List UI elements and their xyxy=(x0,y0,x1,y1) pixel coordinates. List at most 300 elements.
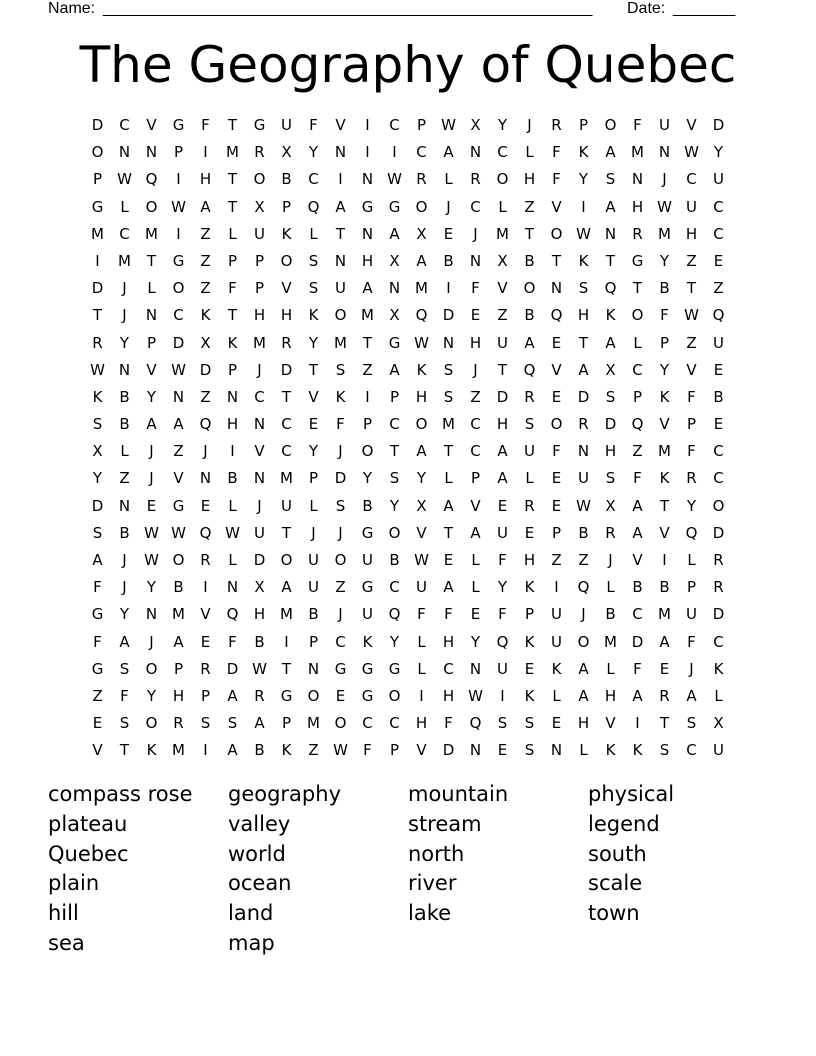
grid-cell[interactable]: L xyxy=(228,496,237,515)
grid-cell[interactable]: G xyxy=(91,605,104,624)
grid-cell[interactable]: S xyxy=(92,523,103,542)
grid-cell[interactable]: P xyxy=(524,605,535,624)
grid-cell[interactable]: H xyxy=(604,686,617,705)
grid-cell[interactable]: M xyxy=(280,469,293,488)
grid-cell[interactable]: L xyxy=(417,632,426,651)
grid-cell[interactable]: H xyxy=(172,686,185,705)
grid-cell[interactable]: A xyxy=(632,496,643,515)
grid-cell[interactable]: O xyxy=(388,523,401,542)
grid-cell[interactable]: A xyxy=(443,143,454,162)
grid-cell[interactable]: O xyxy=(91,143,104,162)
grid-cell[interactable]: P xyxy=(578,116,589,134)
grid-cell[interactable]: K xyxy=(713,659,724,678)
grid-cell[interactable]: B xyxy=(119,523,130,542)
grid-cell[interactable]: I xyxy=(203,143,208,162)
grid-cell[interactable]: P xyxy=(146,333,157,352)
grid-cell[interactable]: Q xyxy=(577,578,590,597)
grid-cell[interactable]: L xyxy=(579,741,588,760)
grid-cell[interactable]: V xyxy=(659,523,670,542)
grid-cell[interactable]: U xyxy=(362,551,373,569)
grid-cell[interactable]: N xyxy=(334,143,347,162)
grid-cell[interactable]: O xyxy=(172,551,185,569)
grid-cell[interactable]: L xyxy=(633,333,642,352)
grid-cell[interactable]: F xyxy=(417,605,426,624)
grid-cell[interactable]: X xyxy=(605,496,616,515)
grid-cell[interactable]: W xyxy=(468,686,483,705)
grid-cell[interactable]: T xyxy=(605,251,616,270)
grid-cell[interactable]: N xyxy=(199,469,212,488)
grid-cell[interactable]: C xyxy=(713,224,724,243)
grid-cell[interactable]: E xyxy=(713,360,724,379)
grid-cell[interactable]: S xyxy=(389,469,400,488)
grid-cell[interactable]: A xyxy=(92,551,103,569)
grid-cell[interactable]: Y xyxy=(416,469,427,488)
grid-cell[interactable]: L xyxy=(309,496,318,515)
grid-cell[interactable]: E xyxy=(659,659,670,678)
grid-cell[interactable]: R xyxy=(632,224,643,243)
grid-cell[interactable]: Z xyxy=(335,578,346,597)
grid-cell[interactable]: F xyxy=(552,143,561,162)
grid-cell[interactable]: F xyxy=(687,632,696,651)
grid-cell[interactable]: Q xyxy=(550,306,563,325)
grid-cell[interactable]: X xyxy=(281,143,292,162)
grid-cell[interactable]: T xyxy=(281,523,292,542)
grid-cell[interactable]: D xyxy=(712,116,725,134)
grid-cell[interactable]: T xyxy=(551,251,562,270)
grid-cell[interactable]: V xyxy=(497,279,508,298)
grid-cell[interactable]: P xyxy=(551,523,562,542)
grid-cell[interactable]: P xyxy=(281,714,292,733)
grid-cell[interactable]: L xyxy=(687,551,696,569)
grid-cell[interactable]: A xyxy=(119,632,130,651)
grid-cell[interactable]: S xyxy=(578,279,589,298)
grid-cell[interactable]: F xyxy=(687,442,696,461)
grid-cell[interactable]: X xyxy=(200,333,211,352)
grid-cell[interactable]: E xyxy=(92,714,103,733)
grid-cell[interactable]: Y xyxy=(659,251,670,270)
grid-cell[interactable]: B xyxy=(389,551,400,569)
grid-cell[interactable]: N xyxy=(172,387,185,406)
grid-cell[interactable]: N xyxy=(145,605,158,624)
grid-cell[interactable]: E xyxy=(470,605,481,624)
grid-cell[interactable]: A xyxy=(173,415,184,434)
grid-cell[interactable]: G xyxy=(361,659,374,678)
grid-cell[interactable]: T xyxy=(308,360,319,379)
grid-cell[interactable]: T xyxy=(227,116,238,134)
grid-cell[interactable]: J xyxy=(122,279,127,298)
grid-cell[interactable]: M xyxy=(334,333,347,352)
grid-cell[interactable]: H xyxy=(442,632,455,651)
grid-cell[interactable]: F xyxy=(633,116,642,134)
grid-cell[interactable]: I xyxy=(635,714,640,733)
grid-cell[interactable]: V xyxy=(551,197,562,216)
grid-cell[interactable]: A xyxy=(578,360,589,379)
grid-cell[interactable]: N xyxy=(388,279,401,298)
grid-cell[interactable]: S xyxy=(119,659,130,678)
grid-cell[interactable]: Y xyxy=(686,496,697,515)
grid-cell[interactable]: E xyxy=(551,333,562,352)
grid-cell[interactable]: R xyxy=(470,170,481,189)
grid-cell[interactable]: P xyxy=(254,251,265,270)
grid-cell[interactable]: L xyxy=(309,224,318,243)
grid-cell[interactable]: I xyxy=(176,170,181,189)
grid-cell[interactable]: J xyxy=(338,442,343,461)
grid-cell[interactable]: W xyxy=(333,741,348,760)
grid-cell[interactable]: W xyxy=(684,306,699,325)
grid-cell[interactable]: Q xyxy=(307,197,320,216)
grid-cell[interactable]: P xyxy=(632,387,643,406)
grid-cell[interactable]: E xyxy=(497,741,508,760)
grid-cell[interactable]: C xyxy=(389,415,400,434)
grid-cell[interactable]: V xyxy=(659,415,670,434)
grid-cell[interactable]: T xyxy=(659,714,670,733)
grid-cell[interactable]: P xyxy=(308,632,319,651)
grid-cell[interactable]: Z xyxy=(200,251,211,270)
grid-cell[interactable]: K xyxy=(335,387,346,406)
grid-cell[interactable]: N xyxy=(550,279,563,298)
grid-cell[interactable]: M xyxy=(361,306,374,325)
grid-cell[interactable]: B xyxy=(713,387,724,406)
grid-cell[interactable]: V xyxy=(470,496,481,515)
grid-cell[interactable]: E xyxy=(551,469,562,488)
grid-cell[interactable]: B xyxy=(659,279,670,298)
grid-cell[interactable]: P xyxy=(254,279,265,298)
grid-cell[interactable]: D xyxy=(280,360,293,379)
grid-cell[interactable]: C xyxy=(389,578,400,597)
grid-cell[interactable]: E xyxy=(713,251,724,270)
grid-cell[interactable]: C xyxy=(335,632,346,651)
grid-cell[interactable]: H xyxy=(523,551,536,569)
grid-cell[interactable]: S xyxy=(335,360,346,379)
grid-cell[interactable]: F xyxy=(633,659,642,678)
grid-cell[interactable]: Q xyxy=(523,360,536,379)
grid-cell[interactable]: Y xyxy=(119,333,130,352)
grid-cell[interactable]: D xyxy=(91,496,104,515)
grid-cell[interactable]: E xyxy=(470,306,481,325)
grid-cell[interactable]: C xyxy=(389,714,400,733)
grid-cell[interactable]: Q xyxy=(469,714,482,733)
grid-cell[interactable]: S xyxy=(227,714,238,733)
grid-cell[interactable]: A xyxy=(443,496,454,515)
grid-cell[interactable]: G xyxy=(91,197,104,216)
grid-cell[interactable]: G xyxy=(361,578,374,597)
name-field[interactable]: _______________________________________________________ xyxy=(103,0,593,17)
grid-cell[interactable]: J xyxy=(446,197,451,216)
grid-cell[interactable]: Q xyxy=(145,170,158,189)
grid-cell[interactable]: K xyxy=(659,469,670,488)
grid-cell[interactable]: U xyxy=(308,551,319,569)
grid-cell[interactable]: K xyxy=(200,306,211,325)
grid-cell[interactable]: F xyxy=(552,442,561,461)
grid-cell[interactable]: O xyxy=(577,632,590,651)
grid-cell[interactable]: V xyxy=(254,442,265,461)
grid-cell[interactable]: O xyxy=(415,415,428,434)
grid-cell[interactable]: V xyxy=(686,116,697,134)
grid-cell[interactable]: H xyxy=(280,306,293,325)
grid-cell[interactable]: A xyxy=(227,741,238,760)
grid-cell[interactable]: K xyxy=(605,741,616,760)
grid-cell[interactable]: R xyxy=(713,578,724,597)
grid-cell[interactable]: I xyxy=(500,686,505,705)
grid-cell[interactable]: P xyxy=(362,415,373,434)
grid-cell[interactable]: R xyxy=(524,496,535,515)
grid-cell[interactable]: I xyxy=(203,578,208,597)
grid-cell[interactable]: I xyxy=(365,387,370,406)
grid-cell[interactable]: Y xyxy=(308,143,319,162)
grid-cell[interactable]: S xyxy=(605,387,616,406)
grid-cell[interactable]: X xyxy=(254,578,265,597)
grid-cell[interactable]: D xyxy=(172,333,185,352)
grid-cell[interactable]: Y xyxy=(389,496,400,515)
grid-cell[interactable]: B xyxy=(119,387,130,406)
grid-cell[interactable]: F xyxy=(687,387,696,406)
grid-cell[interactable]: L xyxy=(552,686,561,705)
grid-cell[interactable]: A xyxy=(605,143,616,162)
grid-cell[interactable]: V xyxy=(686,360,697,379)
grid-cell[interactable]: F xyxy=(93,632,102,651)
grid-cell[interactable]: G xyxy=(172,116,185,134)
grid-cell[interactable]: C xyxy=(416,143,427,162)
grid-cell[interactable]: L xyxy=(228,224,237,243)
grid-cell[interactable]: R xyxy=(200,659,211,678)
grid-cell[interactable]: A xyxy=(335,197,346,216)
grid-cell[interactable]: K xyxy=(605,306,616,325)
grid-cell[interactable]: H xyxy=(523,170,536,189)
grid-cell[interactable]: J xyxy=(473,224,478,243)
grid-cell[interactable]: O xyxy=(145,197,158,216)
grid-cell[interactable]: Y xyxy=(470,632,481,651)
grid-cell[interactable]: O xyxy=(631,306,644,325)
grid-cell[interactable]: R xyxy=(524,387,535,406)
grid-cell[interactable]: E xyxy=(551,714,562,733)
grid-cell[interactable]: R xyxy=(281,333,292,352)
grid-cell[interactable]: D xyxy=(442,741,455,760)
grid-cell[interactable]: D xyxy=(442,306,455,325)
grid-cell[interactable]: W xyxy=(414,551,429,569)
grid-cell[interactable]: M xyxy=(442,415,455,434)
grid-cell[interactable]: X xyxy=(389,306,400,325)
grid-cell[interactable]: X xyxy=(416,496,427,515)
grid-cell[interactable]: L xyxy=(417,659,426,678)
grid-cell[interactable]: L xyxy=(444,469,453,488)
grid-cell[interactable]: A xyxy=(389,360,400,379)
grid-cell[interactable]: D xyxy=(226,659,239,678)
grid-cell[interactable]: A xyxy=(497,442,508,461)
grid-cell[interactable]: U xyxy=(254,523,265,542)
grid-cell[interactable]: J xyxy=(689,659,694,678)
grid-cell[interactable]: Y xyxy=(659,360,670,379)
grid-cell[interactable]: E xyxy=(443,551,454,569)
grid-cell[interactable]: E xyxy=(308,415,319,434)
grid-cell[interactable]: P xyxy=(686,415,697,434)
grid-cell[interactable]: T xyxy=(92,306,103,325)
grid-cell[interactable]: O xyxy=(523,279,536,298)
grid-cell[interactable]: Z xyxy=(632,442,643,461)
grid-cell[interactable]: C xyxy=(713,442,724,461)
grid-cell[interactable]: N xyxy=(253,469,266,488)
grid-cell[interactable]: R xyxy=(254,686,265,705)
grid-cell[interactable]: D xyxy=(496,387,509,406)
grid-cell[interactable]: B xyxy=(578,523,589,542)
grid-cell[interactable]: R xyxy=(578,415,589,434)
grid-cell[interactable]: U xyxy=(578,469,589,488)
grid-cell[interactable]: K xyxy=(524,686,535,705)
grid-cell[interactable]: P xyxy=(173,659,184,678)
grid-cell[interactable]: S xyxy=(524,714,535,733)
grid-cell[interactable]: A xyxy=(605,333,616,352)
grid-cell[interactable]: G xyxy=(361,523,374,542)
grid-cell[interactable]: O xyxy=(280,551,293,569)
grid-cell[interactable]: D xyxy=(712,605,725,624)
grid-cell[interactable]: N xyxy=(577,442,590,461)
grid-cell[interactable]: M xyxy=(658,224,671,243)
grid-cell[interactable]: L xyxy=(714,686,723,705)
grid-cell[interactable]: Z xyxy=(686,333,697,352)
grid-cell[interactable]: I xyxy=(365,143,370,162)
grid-cell[interactable]: L xyxy=(147,279,156,298)
grid-cell[interactable]: V xyxy=(416,523,427,542)
grid-cell[interactable]: N xyxy=(631,170,644,189)
grid-cell[interactable]: T xyxy=(524,224,535,243)
grid-cell[interactable]: Z xyxy=(119,469,130,488)
grid-cell[interactable]: O xyxy=(307,686,320,705)
grid-cell[interactable]: C xyxy=(686,170,697,189)
grid-cell[interactable]: Y xyxy=(578,170,589,189)
grid-cell[interactable]: T xyxy=(443,523,454,542)
grid-cell[interactable]: I xyxy=(338,170,343,189)
grid-cell[interactable]: A xyxy=(443,578,454,597)
grid-cell[interactable]: K xyxy=(362,632,373,651)
grid-cell[interactable]: Q xyxy=(685,523,698,542)
grid-cell[interactable]: L xyxy=(444,170,453,189)
grid-cell[interactable]: Z xyxy=(713,279,724,298)
grid-cell[interactable]: H xyxy=(361,251,374,270)
grid-cell[interactable]: C xyxy=(362,714,373,733)
grid-cell[interactable]: R xyxy=(713,551,724,569)
grid-cell[interactable]: J xyxy=(257,360,262,379)
grid-cell[interactable]: A xyxy=(281,578,292,597)
grid-cell[interactable]: O xyxy=(280,251,293,270)
grid-cell[interactable]: K xyxy=(281,741,292,760)
grid-cell[interactable]: N xyxy=(334,251,347,270)
grid-cell[interactable]: N xyxy=(118,360,131,379)
grid-cell[interactable]: N xyxy=(361,224,374,243)
grid-cell[interactable]: Q xyxy=(199,523,212,542)
grid-cell[interactable]: W xyxy=(441,116,456,134)
grid-cell[interactable]: G xyxy=(388,659,401,678)
grid-cell[interactable]: N xyxy=(469,251,482,270)
grid-cell[interactable]: T xyxy=(281,387,292,406)
grid-cell[interactable]: H xyxy=(577,714,590,733)
grid-cell[interactable]: P xyxy=(308,469,319,488)
grid-cell[interactable]: G xyxy=(253,116,266,134)
grid-cell[interactable]: M xyxy=(280,605,293,624)
grid-cell[interactable]: W xyxy=(144,523,159,542)
grid-cell[interactable]: C xyxy=(470,442,481,461)
grid-cell[interactable]: P xyxy=(173,143,184,162)
grid-cell[interactable]: F xyxy=(633,469,642,488)
grid-cell[interactable]: C xyxy=(632,360,643,379)
grid-cell[interactable]: Z xyxy=(578,551,589,569)
grid-cell[interactable]: N xyxy=(145,306,158,325)
grid-cell[interactable]: H xyxy=(253,306,266,325)
grid-cell[interactable]: Q xyxy=(388,605,401,624)
grid-cell[interactable]: Y xyxy=(713,143,724,162)
grid-cell[interactable]: J xyxy=(149,469,154,488)
grid-cell[interactable]: O xyxy=(334,551,347,569)
grid-cell[interactable]: B xyxy=(227,469,238,488)
grid-cell[interactable]: G xyxy=(172,496,185,515)
grid-cell[interactable]: M xyxy=(91,224,104,243)
grid-cell[interactable]: I xyxy=(554,578,559,597)
grid-cell[interactable]: S xyxy=(443,387,454,406)
grid-cell[interactable]: Y xyxy=(308,442,319,461)
grid-cell[interactable]: Q xyxy=(604,279,617,298)
grid-cell[interactable]: O xyxy=(604,116,617,134)
grid-cell[interactable]: O xyxy=(496,170,509,189)
grid-cell[interactable]: W xyxy=(171,197,186,216)
grid-cell[interactable]: Q xyxy=(226,605,239,624)
grid-cell[interactable]: D xyxy=(604,415,617,434)
grid-cell[interactable]: J xyxy=(203,442,208,461)
grid-cell[interactable]: S xyxy=(119,714,130,733)
grid-cell[interactable]: Z xyxy=(200,279,211,298)
grid-cell[interactable]: C xyxy=(119,116,130,134)
grid-cell[interactable]: H xyxy=(631,197,644,216)
grid-cell[interactable]: X xyxy=(416,224,427,243)
grid-cell[interactable]: U xyxy=(281,496,292,515)
grid-cell[interactable]: B xyxy=(605,605,616,624)
grid-cell[interactable]: L xyxy=(525,469,534,488)
grid-cell[interactable]: M xyxy=(226,143,239,162)
grid-cell[interactable]: B xyxy=(119,415,130,434)
grid-cell[interactable]: Q xyxy=(199,415,212,434)
grid-cell[interactable]: Z xyxy=(686,251,697,270)
grid-cell[interactable]: C xyxy=(497,143,508,162)
grid-cell[interactable]: J xyxy=(473,360,478,379)
grid-cell[interactable]: F xyxy=(444,714,453,733)
grid-cell[interactable]: S xyxy=(308,279,319,298)
grid-cell[interactable]: B xyxy=(362,496,373,515)
grid-cell[interactable]: G xyxy=(388,197,401,216)
grid-cell[interactable]: A xyxy=(146,415,157,434)
grid-cell[interactable]: P xyxy=(659,333,670,352)
grid-cell[interactable]: U xyxy=(497,333,508,352)
grid-cell[interactable]: K xyxy=(308,306,319,325)
grid-cell[interactable]: A xyxy=(686,686,697,705)
grid-cell[interactable]: S xyxy=(524,741,535,760)
grid-cell[interactable]: C xyxy=(713,632,724,651)
grid-cell[interactable]: A xyxy=(659,632,670,651)
grid-cell[interactable]: W xyxy=(252,659,267,678)
grid-cell[interactable]: T xyxy=(146,251,157,270)
grid-cell[interactable]: Y xyxy=(146,387,157,406)
grid-cell[interactable]: B xyxy=(254,741,265,760)
grid-cell[interactable]: E xyxy=(713,415,724,434)
grid-cell[interactable]: X xyxy=(470,116,481,134)
grid-cell[interactable]: C xyxy=(632,605,643,624)
grid-cell[interactable]: U xyxy=(551,632,562,651)
grid-cell[interactable]: D xyxy=(91,116,104,134)
grid-cell[interactable]: N xyxy=(469,741,482,760)
grid-cell[interactable]: A xyxy=(389,224,400,243)
grid-cell[interactable]: N xyxy=(145,143,158,162)
grid-cell[interactable]: F xyxy=(498,605,507,624)
grid-cell[interactable]: J xyxy=(608,551,613,569)
grid-cell[interactable]: V xyxy=(146,116,157,134)
grid-cell[interactable]: O xyxy=(253,170,266,189)
grid-cell[interactable]: Z xyxy=(92,686,103,705)
